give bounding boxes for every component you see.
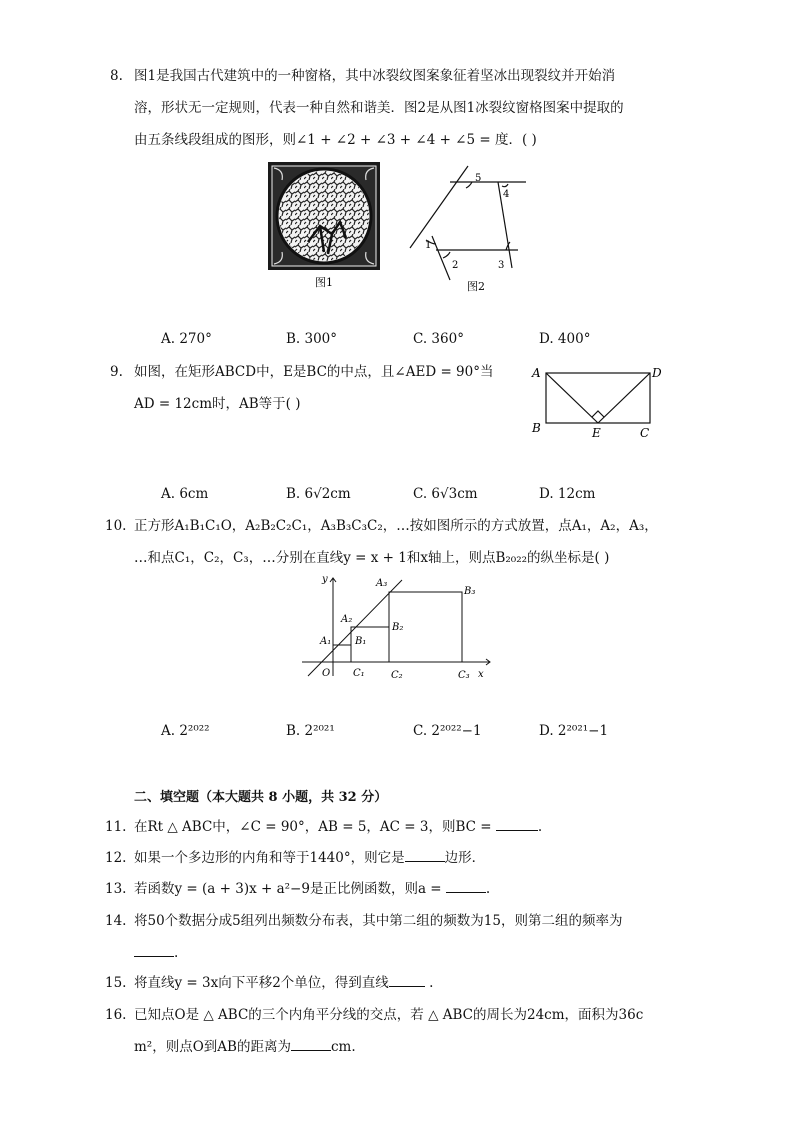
option-c[interactable]: C. 6√3cm: [413, 486, 478, 502]
section-title: 二、填空题（本大题共 8 小题，共 32 分）: [134, 790, 388, 805]
answer-blank[interactable]: [291, 1036, 331, 1051]
question-text-line: 已知点O是 △ ABC的三个内角平分线的交点，若 △ ABC的周长为24cm，面积为36c: [134, 1007, 644, 1023]
question-10: [105, 510, 669, 574]
question-number: 13.: [105, 881, 127, 897]
option-c[interactable]: C. 360°: [413, 331, 464, 347]
angle-label-4: 4: [503, 189, 510, 200]
option-b[interactable]: B. 2²⁰²¹: [286, 723, 335, 739]
point-label-d: D: [652, 366, 662, 380]
question-text-line: 溶，形状无一定规则，代表一种自然和谐美．图2是从图1冰裂纹窗格图案中提取的: [134, 100, 624, 116]
question-14: [105, 905, 669, 969]
question-number: 8.: [110, 68, 123, 84]
option-b[interactable]: B. 6√2cm: [286, 486, 351, 502]
question-8: [110, 60, 669, 156]
question-11: [105, 811, 669, 843]
question-number: 14.: [105, 913, 127, 929]
axis-label-x: x: [478, 669, 484, 680]
point-label-c3: C₃: [458, 670, 470, 681]
question-text-end: cm.: [330, 1039, 356, 1055]
question-text-line: 将50个数据分成5组列出频数分布表，其中第二组的频数为15，则第二组的频率为: [134, 913, 623, 929]
point-label-b1: B₁: [355, 636, 367, 647]
question-number: 10.: [105, 518, 127, 534]
question-16: [105, 999, 669, 1063]
point-label-c2: C₂: [391, 670, 403, 681]
figure-1-caption: 图1: [315, 276, 333, 289]
question-text-line: …和点C₁，C₂，C₃，…分别在直线y = x + 1和x轴上，则点B₂₀₂₂的纵坐标是( ): [134, 550, 610, 566]
option-a[interactable]: A. 270°: [161, 331, 212, 347]
question-number: 16.: [105, 1007, 127, 1023]
figure-1-window-lattice: [268, 162, 380, 292]
answer-blank[interactable]: [405, 847, 445, 862]
question-10-options: [161, 723, 681, 743]
point-label-a1: A₁: [320, 636, 332, 647]
option-a[interactable]: A. 6cm: [161, 486, 209, 502]
point-label-a3: A₃: [376, 578, 388, 589]
origin-label-o: O: [322, 668, 331, 679]
five-segments-diagram: [406, 164, 530, 296]
squares-diagram: [300, 572, 496, 682]
question-text-end: .: [537, 819, 543, 835]
question-9-options: [161, 486, 681, 506]
question-text-end: .: [424, 975, 434, 991]
angle-label-2: 2: [452, 260, 459, 271]
point-label-e: E: [592, 426, 601, 440]
question-number: 12.: [105, 850, 127, 866]
option-d[interactable]: D. 2²⁰²¹−1: [539, 723, 609, 739]
question-number: 11.: [105, 819, 127, 835]
option-d[interactable]: D. 400°: [539, 331, 591, 347]
point-label-b2: B₂: [392, 622, 404, 633]
option-b[interactable]: B. 300°: [286, 331, 338, 347]
question-8-options: [161, 331, 681, 351]
figure-squares-on-line: [300, 572, 496, 682]
window-lattice-image: [268, 162, 380, 292]
figure-2-caption: 图2: [467, 280, 485, 293]
question-text-line: AD = 12cm时，AB等于( ): [134, 396, 301, 412]
question-text: 若函数y = (a + 3)x + a²−9是正比例函数，则a =: [134, 881, 446, 897]
question-13: [105, 873, 669, 905]
question-text: m²，则点O到AB的距离为: [134, 1039, 291, 1055]
question-text-line: 图1是我国古代建筑中的一种窗格，其中冰裂纹图案象征着坚冰出现裂纹并开始消: [134, 68, 616, 84]
point-label-c: C: [640, 426, 650, 440]
question-text: 在Rt △ ABC中，∠C = 90°，AB = 5，AC = 3，则BC =: [134, 819, 496, 835]
point-label-a: A: [532, 366, 541, 380]
question-text: 将直线y = 3x向下平移2个单位，得到直线: [134, 975, 389, 991]
angle-label-1: 1: [425, 240, 432, 251]
point-label-a2: A₂: [341, 614, 353, 625]
rectangle-diagram: [528, 362, 666, 442]
question-text-line: 由五条线段组成的图形，则∠1 + ∠2 + ∠3 + ∠4 + ∠5 = 度．( ): [134, 132, 537, 148]
figure-rectangle-abcd: [528, 362, 666, 442]
figure-2-five-segments: [406, 164, 530, 296]
question-text: 如果一个多边形的内角和等于1440°，则它是: [134, 850, 405, 866]
option-c[interactable]: C. 2²⁰²²−1: [413, 723, 482, 739]
answer-blank[interactable]: [134, 942, 174, 957]
point-label-b3: B₃: [464, 586, 476, 597]
answer-blank[interactable]: [446, 878, 486, 893]
question-number: 9.: [110, 364, 123, 380]
option-d[interactable]: D. 12cm: [539, 486, 596, 502]
angle-label-3: 3: [498, 260, 505, 271]
point-label-b: B: [532, 421, 541, 435]
answer-blank[interactable]: [496, 816, 538, 831]
answer-blank[interactable]: [389, 972, 425, 987]
question-text-end: .: [174, 945, 179, 961]
question-15: [105, 967, 669, 999]
angle-label-5: 5: [475, 173, 482, 184]
question-12: [105, 842, 669, 874]
option-a[interactable]: A. 2²⁰²²: [161, 723, 210, 739]
question-text-line: 如图，在矩形ABCD中，E是BC的中点，且∠AED = 90°当: [134, 364, 494, 380]
question-text-end: .: [485, 881, 491, 897]
axis-label-y: y: [322, 574, 328, 585]
question-text-end: 边形．: [444, 850, 486, 866]
point-label-c1: C₁: [353, 668, 365, 679]
question-text-line: 正方形A₁B₁C₁O，A₂B₂C₂C₁，A₃B₃C₃C₂，…按如图所示的方式放置，点A₁，A₂，A₃，: [134, 518, 658, 534]
question-number: 15.: [105, 975, 127, 991]
